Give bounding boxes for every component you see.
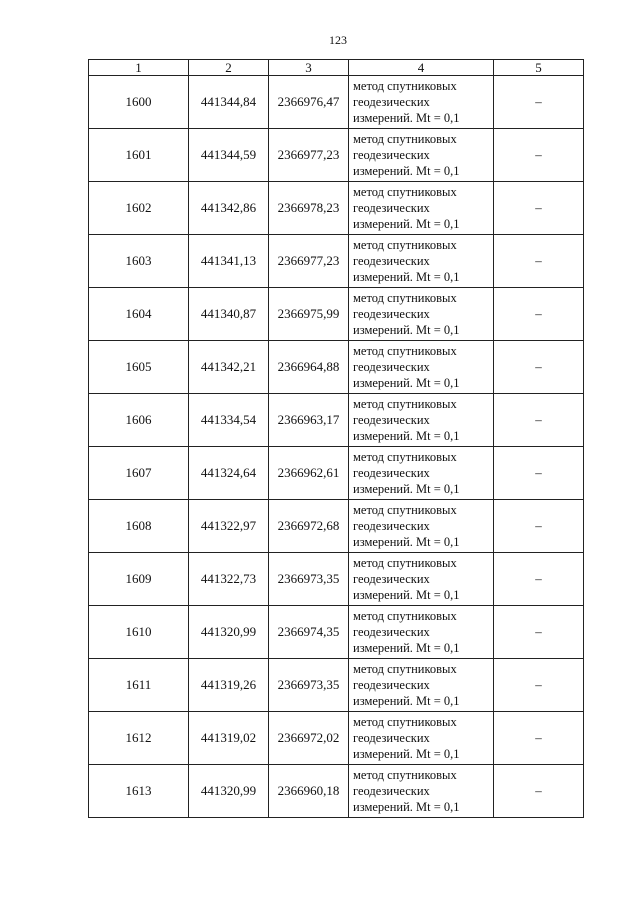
x-coordinate-cell: 441342,86 [189, 182, 269, 235]
method-text-line: метод спутниковых [353, 291, 457, 305]
x-coordinate-cell: 441342,21 [189, 341, 269, 394]
table-row [89, 712, 584, 765]
x-coordinate-cell: 441320,99 [189, 606, 269, 659]
point-number-cell: 1605 [89, 341, 189, 394]
method-text-line: геодезических [353, 466, 430, 480]
note-cell: – [494, 235, 584, 288]
method-text-line: измерений. Mt = 0,1 [353, 482, 460, 496]
y-coordinate-cell: 2366964,88 [269, 341, 349, 394]
table-row [89, 553, 584, 606]
method-text-line: измерений. Mt = 0,1 [353, 164, 460, 178]
y-coordinate-cell: 2366962,61 [269, 447, 349, 500]
column-header-4: 4 [349, 60, 494, 76]
method-cell [349, 341, 494, 394]
note-cell: – [494, 394, 584, 447]
method-text-line: измерений. Mt = 0,1 [353, 429, 460, 443]
x-coordinate-cell: 441344,84 [189, 76, 269, 129]
note-cell: – [494, 606, 584, 659]
table-row [89, 235, 584, 288]
table-row [89, 659, 584, 712]
method-cell [349, 129, 494, 182]
method-text-line: метод спутниковых [353, 397, 457, 411]
method-text-line: метод спутниковых [353, 450, 457, 464]
method-cell [349, 235, 494, 288]
column-header-2: 2 [189, 60, 269, 76]
method-text-line: измерений. Mt = 0,1 [353, 270, 460, 284]
note-cell: – [494, 447, 584, 500]
method-text-line: геодезических [353, 519, 430, 533]
y-coordinate-cell: 2366972,02 [269, 712, 349, 765]
method-text-line: метод спутниковых [353, 662, 457, 676]
column-header-3: 3 [269, 60, 349, 76]
method-text-line: геодезических [353, 360, 430, 374]
point-number-cell: 1611 [89, 659, 189, 712]
method-text-line: метод спутниковых [353, 609, 457, 623]
method-cell [349, 500, 494, 553]
point-number-cell: 1600 [89, 76, 189, 129]
page-number: 123 [329, 33, 347, 47]
x-coordinate-cell: 441322,73 [189, 553, 269, 606]
x-coordinate-cell: 441322,97 [189, 500, 269, 553]
method-cell [349, 606, 494, 659]
method-text-line: измерений. Mt = 0,1 [353, 694, 460, 708]
point-number-cell: 1609 [89, 553, 189, 606]
method-text-line: измерений. Mt = 0,1 [353, 800, 460, 814]
method-text-line: измерений. Mt = 0,1 [353, 535, 460, 549]
point-number-cell: 1612 [89, 712, 189, 765]
method-text-line: геодезических [353, 784, 430, 798]
note-cell: – [494, 182, 584, 235]
table-row [89, 394, 584, 447]
x-coordinate-cell: 441319,26 [189, 659, 269, 712]
method-text-line: геодезических [353, 95, 430, 109]
note-cell: – [494, 712, 584, 765]
method-text-line: метод спутниковых [353, 503, 457, 517]
point-number-cell: 1610 [89, 606, 189, 659]
table-row [89, 765, 584, 818]
note-cell: – [494, 500, 584, 553]
note-cell: – [494, 659, 584, 712]
method-text-line: метод спутниковых [353, 238, 457, 252]
method-text-line: измерений. Mt = 0,1 [353, 111, 460, 125]
method-cell [349, 712, 494, 765]
note-cell: – [494, 288, 584, 341]
method-text-line: измерений. Mt = 0,1 [353, 323, 460, 337]
method-text-line: геодезических [353, 731, 430, 745]
table-row [89, 182, 584, 235]
method-text-line: метод спутниковых [353, 556, 457, 570]
x-coordinate-cell: 441324,64 [189, 447, 269, 500]
table-row [89, 500, 584, 553]
x-coordinate-cell: 441319,02 [189, 712, 269, 765]
method-text-line: метод спутниковых [353, 185, 457, 199]
method-text-line: измерений. Mt = 0,1 [353, 747, 460, 761]
method-cell [349, 288, 494, 341]
method-text-line: измерений. Mt = 0,1 [353, 376, 460, 390]
method-text-line: измерений. Mt = 0,1 [353, 217, 460, 231]
y-coordinate-cell: 2366975,99 [269, 288, 349, 341]
x-coordinate-cell: 441320,99 [189, 765, 269, 818]
table-row [89, 288, 584, 341]
method-text-line: геодезических [353, 148, 430, 162]
x-coordinate-cell: 441341,13 [189, 235, 269, 288]
point-number-cell: 1602 [89, 182, 189, 235]
method-text-line: геодезических [353, 572, 430, 586]
method-text-line: метод спутниковых [353, 132, 457, 146]
x-coordinate-cell: 441334,54 [189, 394, 269, 447]
method-text-line: геодезических [353, 201, 430, 215]
method-text-line: геодезических [353, 307, 430, 321]
method-text-line: геодезических [353, 254, 430, 268]
table-row [89, 341, 584, 394]
y-coordinate-cell: 2366960,18 [269, 765, 349, 818]
method-cell [349, 394, 494, 447]
point-number-cell: 1603 [89, 235, 189, 288]
note-cell: – [494, 765, 584, 818]
point-number-cell: 1604 [89, 288, 189, 341]
point-number-cell: 1607 [89, 447, 189, 500]
method-text-line: геодезических [353, 678, 430, 692]
note-cell: – [494, 553, 584, 606]
table-row [89, 76, 584, 129]
note-cell: – [494, 129, 584, 182]
point-number-cell: 1608 [89, 500, 189, 553]
method-cell [349, 659, 494, 712]
y-coordinate-cell: 2366977,23 [269, 235, 349, 288]
method-cell [349, 447, 494, 500]
method-text-line: метод спутниковых [353, 768, 457, 782]
method-text-line: измерений. Mt = 0,1 [353, 641, 460, 655]
y-coordinate-cell: 2366972,68 [269, 500, 349, 553]
method-text-line: геодезических [353, 413, 430, 427]
method-text-line: геодезических [353, 625, 430, 639]
y-coordinate-cell: 2366973,35 [269, 659, 349, 712]
method-cell [349, 182, 494, 235]
table-body [89, 76, 584, 818]
table-row [89, 606, 584, 659]
method-text-line: измерений. Mt = 0,1 [353, 588, 460, 602]
method-text-line: метод спутниковых [353, 715, 457, 729]
table-header-row [89, 60, 584, 76]
coordinates-table [88, 59, 584, 818]
point-number-cell: 1613 [89, 765, 189, 818]
table-row [89, 447, 584, 500]
method-text-line: метод спутниковых [353, 79, 457, 93]
point-number-cell: 1601 [89, 129, 189, 182]
point-number-cell: 1606 [89, 394, 189, 447]
method-cell [349, 553, 494, 606]
column-header-1: 1 [89, 60, 189, 76]
note-cell: – [494, 341, 584, 394]
x-coordinate-cell: 441344,59 [189, 129, 269, 182]
x-coordinate-cell: 441340,87 [189, 288, 269, 341]
y-coordinate-cell: 2366978,23 [269, 182, 349, 235]
table-row [89, 129, 584, 182]
method-cell [349, 76, 494, 129]
y-coordinate-cell: 2366974,35 [269, 606, 349, 659]
y-coordinate-cell: 2366977,23 [269, 129, 349, 182]
y-coordinate-cell: 2366976,47 [269, 76, 349, 129]
note-cell: – [494, 76, 584, 129]
method-text-line: метод спутниковых [353, 344, 457, 358]
column-header-5: 5 [494, 60, 584, 76]
method-cell [349, 765, 494, 818]
y-coordinate-cell: 2366973,35 [269, 553, 349, 606]
y-coordinate-cell: 2366963,17 [269, 394, 349, 447]
